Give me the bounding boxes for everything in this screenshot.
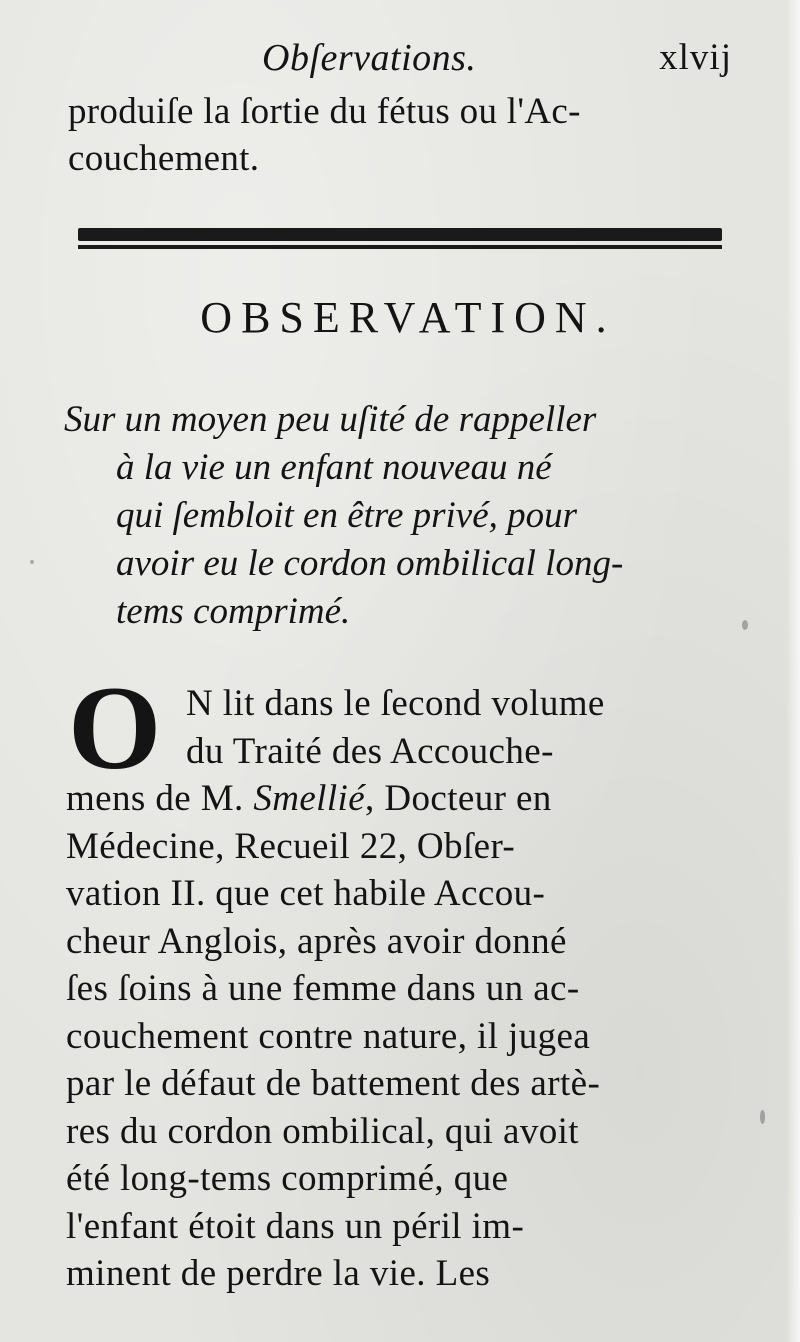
page-edge (786, 0, 800, 1342)
paper-speck (760, 1110, 765, 1124)
carryover-text (68, 88, 748, 182)
text-line: couchement. (68, 138, 260, 179)
text-line: l'enfant étoit dans un péril im- (66, 1205, 525, 1247)
paper-speck (30, 560, 34, 564)
text-line: été long-tems comprimé, que (66, 1158, 509, 1199)
page-header (0, 32, 800, 82)
subtitle-line: à la vie un enfant nouveau né (116, 447, 552, 488)
text-line: produiſe la ſortie du fétus ou l'Ac- (68, 91, 581, 132)
subtitle-line: avoir eu le cordon ombilical long- (116, 543, 624, 584)
text-line: ſes ſoins à une femme dans un ac- (66, 968, 580, 1009)
text-line: Médecine, Recueil 22, Obſer- (66, 825, 516, 867)
rule-thick (78, 228, 722, 241)
subtitle-line: tems comprimé. (116, 591, 351, 632)
text-line: N lit dans le ſecond volume (186, 683, 605, 724)
text-line: vation II. que cet habile Accou- (66, 873, 546, 914)
subtitle-line: qui ſembloit en être privé, pour (116, 495, 578, 536)
text-fragment: , Docteur en (365, 778, 552, 819)
text-line: couchement contre nature, il jugea (66, 1015, 591, 1057)
text-line: cheur Anglois, après avoir donné (66, 920, 567, 962)
drop-initial: O (68, 661, 162, 794)
running-head: Obſervations. (262, 37, 477, 79)
page-number: xlvij (659, 37, 732, 78)
author-name: Smellié (253, 778, 366, 819)
section-subtitle (64, 396, 764, 636)
subtitle-line: Sur un moyen peu uſité de rappeller (64, 399, 597, 440)
body-paragraph (66, 661, 756, 1298)
paper-speck (742, 620, 748, 630)
text-fragment: mens de M. (66, 778, 254, 819)
text-line: par le défaut de battement des artè- (66, 1063, 601, 1104)
text-line: res du cordon ombilical, qui avoit (66, 1110, 579, 1152)
text-line: du Traité des Accouche- (186, 730, 554, 772)
ornamental-rule (78, 228, 722, 252)
text-line: minent de perdre la vie. Les (66, 1253, 491, 1294)
section-title: OBSERVATION. (200, 293, 616, 342)
rule-thin (78, 245, 722, 249)
text-line (66, 775, 756, 823)
